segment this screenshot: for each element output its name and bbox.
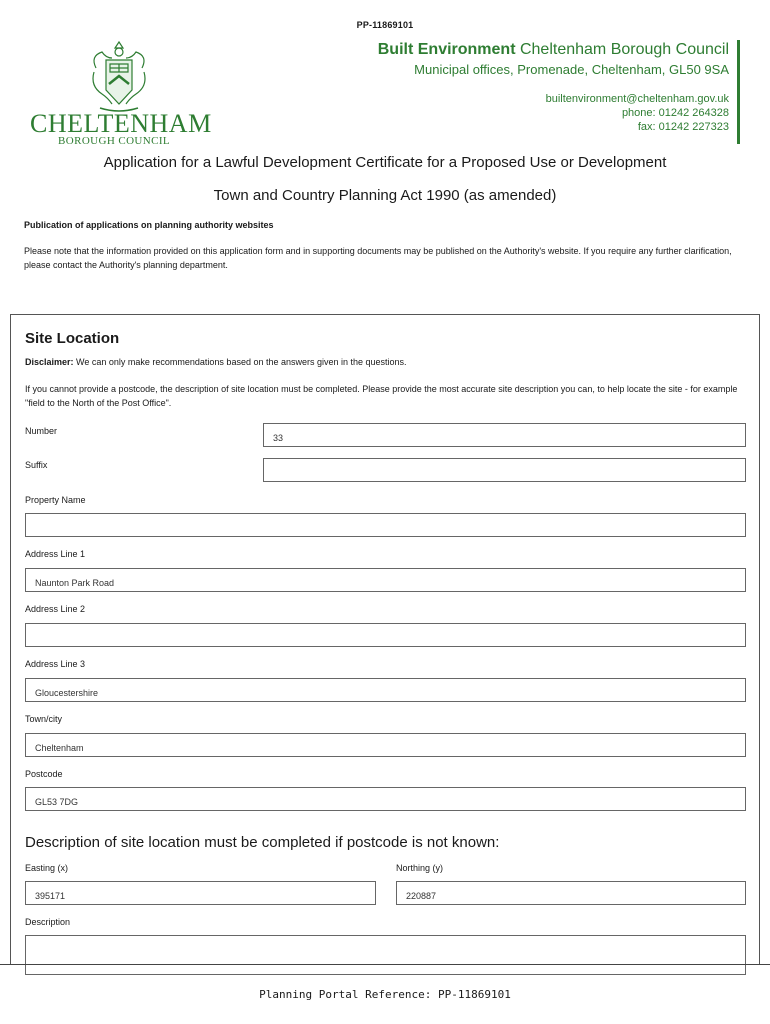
suffix-field[interactable] — [263, 458, 746, 482]
contact-phone: phone: 01242 264328 — [621, 107, 729, 119]
address-line-2-label: Address Line 2 — [25, 604, 86, 614]
council-address: Municipal offices, Promenade, Cheltenham, GL50 9SA — [414, 62, 729, 77]
council-full-name: Cheltenham Borough Council — [515, 41, 729, 58]
disclaimer — [25, 357, 407, 367]
council-name: CHELTENHAM — [30, 109, 212, 138]
description-label: Description — [25, 917, 71, 927]
postcode-field[interactable]: GL53 7DG — [25, 787, 746, 811]
postcode-label: Postcode — [25, 769, 63, 779]
property-name-field[interactable] — [25, 513, 746, 537]
town-city-field[interactable]: Cheltenham — [25, 733, 746, 757]
number-label: Number — [25, 426, 58, 436]
document-title: Application for a Lawful Development Certificate for a Proposed Use or Development — [103, 154, 667, 171]
site-location-title: Site Location — [25, 330, 120, 347]
contact-block — [269, 40, 740, 144]
document-subtitle: Town and Country Planning Act 1990 (as amended) — [213, 187, 557, 204]
disclaimer-text: We can only make recommendations based on the answers given in the questions. — [73, 357, 407, 367]
easting-field[interactable]: 395171 — [25, 881, 376, 905]
number-field[interactable]: 33 — [263, 423, 746, 447]
address-line-3-label: Address Line 3 — [25, 659, 86, 669]
description-heading: Description of site location must be completed if postcode is not known: — [25, 834, 500, 851]
publication-text: Please note that the information provided on this application form and in supporting documents may be published on the Authority's website. If you require any further clarification, please contact the Authority's planning department. — [24, 246, 732, 270]
contact-email: builtenvironment@cheltenham.gov.uk — [545, 93, 729, 105]
department-name: Built Environment — [377, 41, 516, 58]
easting-label: Easting (x) — [25, 863, 69, 873]
council-subtitle: BOROUGH COUNCIL — [58, 135, 171, 147]
department-line — [269, 40, 729, 60]
reference-number-top: PP-11869101 — [356, 20, 414, 30]
council-crest-icon — [88, 38, 150, 114]
northing-label: Northing (y) — [396, 863, 444, 873]
postcode-note: If you cannot provide a postcode, the description of site location must be completed. Please provide the most accurate site description you can, to help locate the site - for example "field to the North of the Post Office". — [25, 384, 738, 408]
suffix-label: Suffix — [25, 460, 48, 470]
address-line-3-field[interactable]: Gloucestershire — [25, 678, 746, 702]
property-name-label: Property Name — [25, 495, 86, 505]
address-line-1-field[interactable]: Naunton Park Road — [25, 568, 746, 592]
publication-heading: Publication of applications on planning authority websites — [24, 220, 274, 230]
footer-divider — [0, 964, 770, 965]
site-location-panel — [10, 314, 760, 965]
description-field[interactable] — [25, 935, 746, 975]
footer-reference: Planning Portal Reference: PP-11869101 — [259, 988, 511, 1001]
address-line-1-label: Address Line 1 — [25, 549, 86, 559]
address-line-2-field[interactable] — [25, 623, 746, 647]
northing-field[interactable]: 220887 — [396, 881, 746, 905]
contact-fax: fax: 01242 227323 — [637, 121, 729, 133]
disclaimer-label: Disclaimer: — [25, 357, 74, 367]
town-city-label: Town/city — [25, 714, 63, 724]
